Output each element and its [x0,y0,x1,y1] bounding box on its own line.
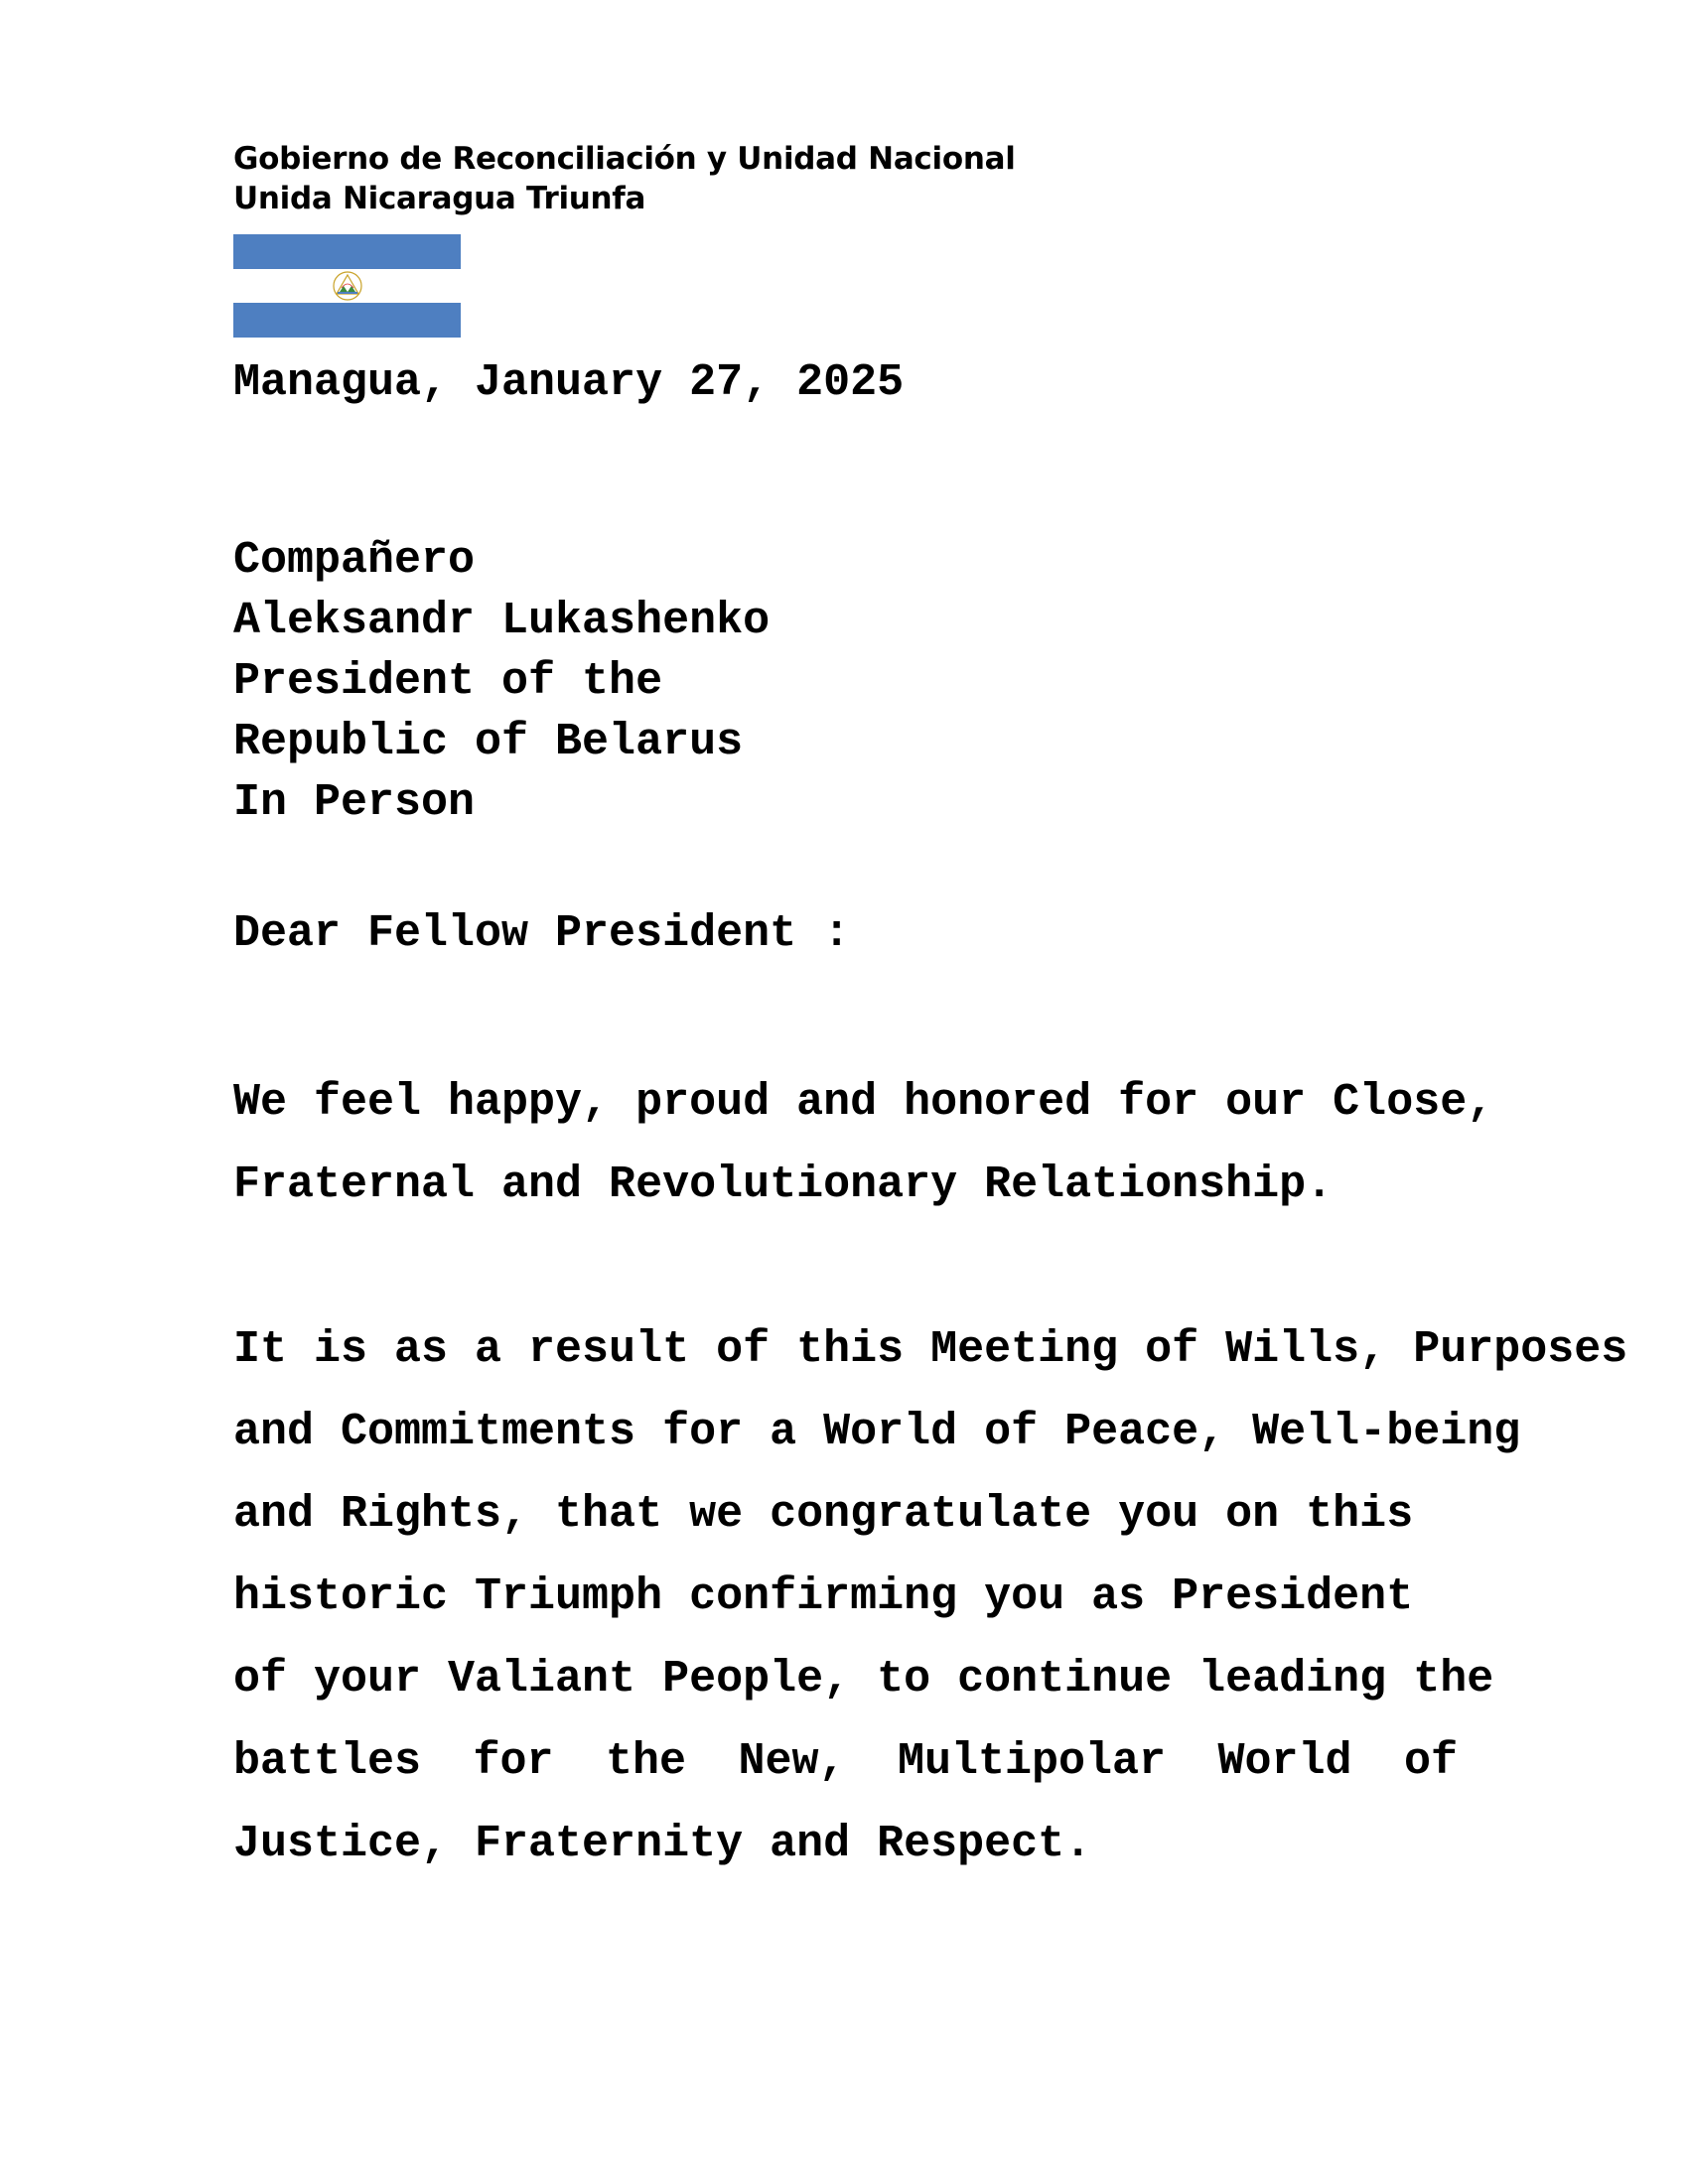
addressee-line: In Person [233,777,476,828]
paragraph-line: battles for the New, Multipolar World of [233,1736,1458,1787]
paragraph-line: and Commitments for a World of Peace, Well-being [233,1407,1521,1457]
letterhead-government-name: Gobierno de Reconciliación y Unidad Nacional [233,141,1016,177]
paragraph-line: We feel happy, proud and honored for our Close, [233,1077,1494,1128]
nicaragua-coat-of-arms-icon [328,270,367,302]
paragraph-line: of your Valiant People, to continue leading the [233,1654,1494,1705]
addressee-line: Compañero [233,535,476,586]
nicaragua-flag [233,234,461,338]
paragraph-line: and Rights, that we congratulate you on this [233,1489,1414,1540]
letter-date: Managua, January 27, 2025 [233,357,905,408]
flag-bottom-band [233,303,461,338]
body-paragraph-1 [233,1061,1494,1226]
paragraph-line: Justice, Fraternity and Respect. [233,1819,1092,1869]
addressee-line: President of the [233,656,663,707]
paragraph-line: Fraternal and Revolutionary Relationship. [233,1160,1334,1210]
letterhead [233,139,1016,218]
addressee-block [233,530,770,833]
letterhead-slogan: Unida Nicaragua Triunfa [233,181,646,216]
addressee-line: Aleksandr Lukashenko [233,596,771,646]
salutation: Dear Fellow President : [233,908,851,959]
body-paragraph-2 [233,1308,1628,1885]
paragraph-line: historic Triumph confirming you as President [233,1571,1414,1622]
addressee-line: Republic of Belarus [233,717,744,767]
paragraph-line: It is as a result of this Meeting of Wills, Purposes [233,1324,1628,1375]
flag-top-band [233,234,461,269]
flag-middle-band [233,269,461,304]
